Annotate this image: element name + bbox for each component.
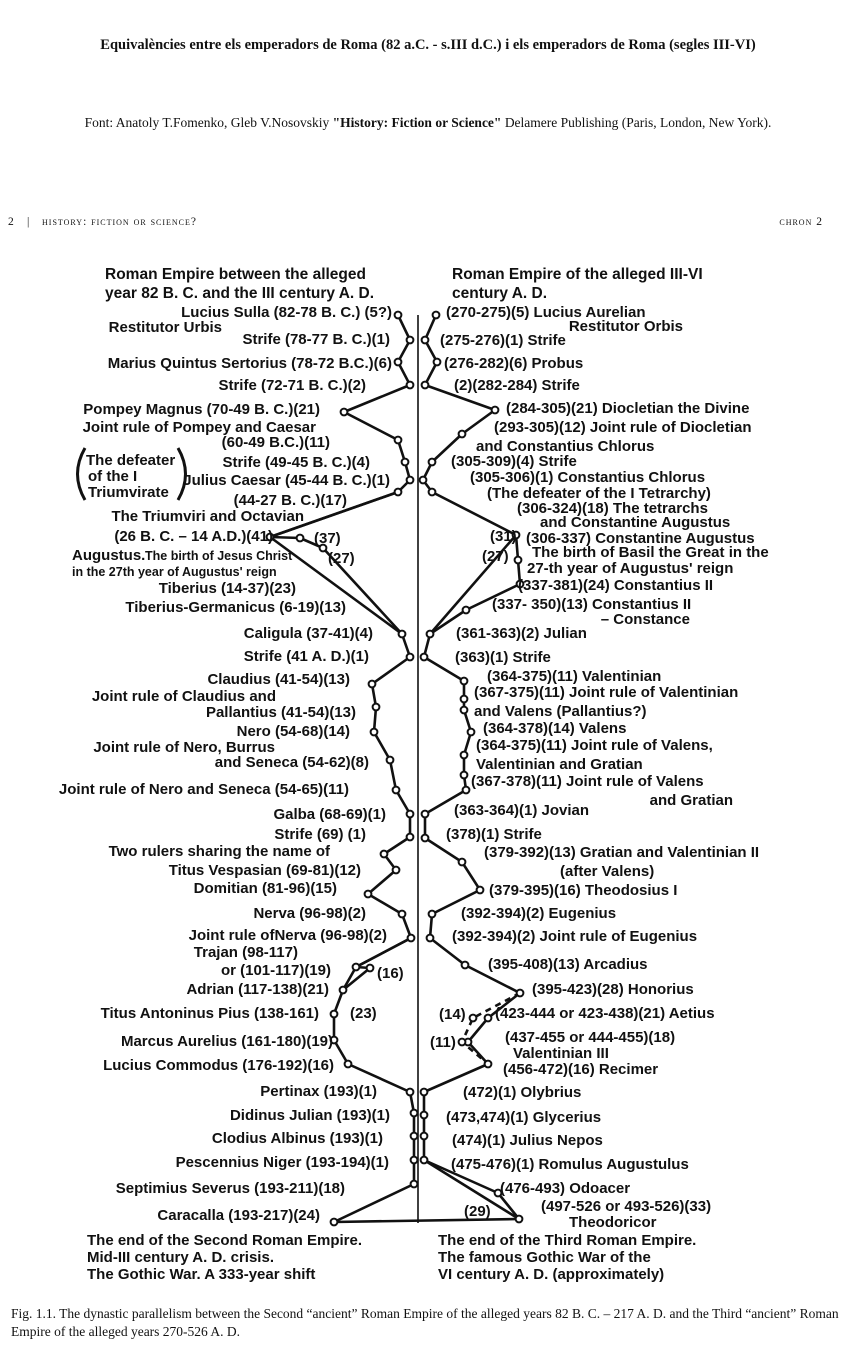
- left-chain-line-node: [411, 1110, 418, 1117]
- right-chain-line-node: [492, 407, 499, 414]
- right-emperor-label: (379-395)(16) Theodosius I: [489, 882, 678, 899]
- source-suffix: Delamere Publishing (Paris, London, New York).: [501, 115, 772, 130]
- right-chain-line-node: [468, 729, 475, 736]
- right-emperor-label: and Gratian: [649, 792, 733, 809]
- left-emperor-label: Strife (41 A. D.)(1): [243, 648, 369, 665]
- right-chain-line-node: [516, 1216, 523, 1223]
- left-footer-line: Mid-III century A. D. crisis.: [87, 1249, 274, 1266]
- right-emperor-label: (392-394)(2) Eugenius: [461, 905, 617, 922]
- right-chain-line-node: [515, 557, 522, 564]
- left-emperor-label: Domitian (81-96)(15): [193, 880, 337, 897]
- left-footer-line: The Gothic War. A 333-year shift: [87, 1266, 316, 1283]
- left-heading: Roman Empire between the alleged: [105, 266, 366, 283]
- right-chain-line-node: [434, 359, 441, 366]
- left-emperor-label: Tiberius-Germanicus (6-19)(13): [125, 599, 346, 616]
- left-chain-line-node: [365, 891, 372, 898]
- left-emperor-label: (60-49 B.C.)(11): [221, 434, 330, 451]
- left-emperor-label: Pompey Magnus (70-49 B. C.)(21): [83, 401, 320, 418]
- bracket-label: of the I: [88, 468, 138, 485]
- right-emperor-label: (after Valens): [560, 863, 655, 880]
- right-chain-line-node: [421, 654, 428, 661]
- left-emperor-label: Titus Antoninus Pius (138-161): [100, 1005, 319, 1022]
- left-emperor-label: (37): [314, 530, 341, 547]
- left-emperor-label: in the 27th year of Augustus' reign: [72, 565, 277, 579]
- left-chain-line-node: [371, 729, 378, 736]
- left-emperor-label: Nero (54-68)(14): [236, 723, 350, 740]
- right-chain-line-node: [461, 696, 468, 703]
- left-emperor-label: Septimius Severus (193-211)(18): [115, 1180, 345, 1197]
- left-heading: year 82 B. C. and the III century A. D.: [105, 285, 375, 302]
- right-footer-line: The famous Gothic War of the: [438, 1249, 651, 1266]
- left-chain-line-node: [395, 359, 402, 366]
- left-chain-line-node: [353, 964, 360, 971]
- right-heading: Roman Empire of the alleged III-VI: [452, 266, 703, 283]
- right-emperor-label: – Constance: [600, 611, 690, 628]
- right-emperor-label: Theodoricor: [569, 1214, 657, 1231]
- right-chain-line-node: [427, 935, 434, 942]
- right-chain-line-node: [422, 337, 429, 344]
- left-chain-line-node: [331, 1219, 338, 1226]
- left-chain-line-node: [381, 851, 388, 858]
- source-line: [0, 115, 856, 131]
- right-chain-line-node: [422, 835, 429, 842]
- right-emperor-label: (476-493) Odoacer: [500, 1180, 631, 1197]
- right-chain-line-node: [422, 811, 429, 818]
- right-emperor-label: (29): [464, 1203, 491, 1220]
- right-emperor-label: Valentinian III: [513, 1045, 609, 1062]
- source-book-title: "History: Fiction or Science": [332, 115, 502, 130]
- left-chain-line-node: [393, 787, 400, 794]
- left-chain-line-node: [345, 1061, 352, 1068]
- right-emperor-label: (395-423)(28) Honorius: [532, 981, 694, 998]
- right-emperor-label: (456-472)(16) Recimer: [503, 1061, 659, 1078]
- right-emperor-label: (31): [490, 528, 517, 545]
- right-emperor-label: (27): [482, 548, 509, 565]
- right-chain-line-node: [459, 859, 466, 866]
- right-emperor-label: 27-th year of Augustus' reign: [527, 560, 734, 577]
- right-emperor-label: (305-309)(4) Strife: [451, 453, 577, 470]
- right-chain-line-node: [463, 607, 470, 614]
- right-emperor-label: and Valens (Pallantius?): [474, 703, 647, 720]
- left-chain-line-node: [369, 681, 376, 688]
- right-chain-line-node: [477, 887, 484, 894]
- left-chain-line-node: [395, 312, 402, 319]
- left-emperor-label: Lucius Commodus (176-192)(16): [103, 1057, 334, 1074]
- left-chain-line-node: [399, 911, 406, 918]
- left-emperor-label: Joint rule of Nero, Burrus: [93, 739, 275, 756]
- source-prefix: Font: Anatoly T.Fomenko, Gleb V.Nosovskiy: [84, 115, 333, 130]
- right-emperor-label: (305-306)(1) Constantius Chlorus: [470, 469, 706, 486]
- page-number: 2: [8, 216, 14, 228]
- right-emperor-label: (367-375)(11) Joint rule of Valentinian: [474, 684, 739, 701]
- right-emperor-label: (11): [430, 1034, 456, 1051]
- left-emperor-label: Joint rule of Nero and Seneca (54-65)(11): [58, 781, 349, 798]
- right-chain-line-node: [429, 459, 436, 466]
- left-chain-line-node: [367, 965, 374, 972]
- right-emperor-label: (270-275)(5) Lucius Aurelian: [446, 304, 646, 321]
- chapter-label: chron 2: [779, 216, 823, 228]
- left-emperor-label: Strife (69) (1): [274, 826, 366, 843]
- right-emperor-label: (284-305)(21) Diocletian the Divine: [506, 400, 750, 417]
- left-emperor-label: Joint rule of Claudius and: [91, 688, 276, 705]
- left-chain-line-node: [407, 811, 414, 818]
- left-emperor-label: Julius Caesar (45-44 B. C.)(1): [183, 472, 390, 489]
- right-emperor-label: The birth of Basil the Great in the: [532, 544, 769, 561]
- right-emperor-label: (363)(1) Strife: [455, 649, 551, 666]
- left-chain-line-node: [411, 1133, 418, 1140]
- right-chain-line-node: [421, 1133, 428, 1140]
- right-emperor-label: (472)(1) Olybrius: [463, 1084, 582, 1101]
- left-chain-line-node: [297, 535, 304, 542]
- left-emperor-label: Caracalla (193-217)(24): [157, 1207, 320, 1224]
- right-emperor-label: (473,474)(1) Glycerius: [446, 1109, 602, 1126]
- left-chain-line-node: [407, 834, 414, 841]
- right-emperor-label: (364-375)(11) Valentinian: [487, 668, 662, 685]
- left-chain-line-node: [411, 1181, 418, 1188]
- left-emperor-label: Pescennius Niger (193-194)(1): [175, 1154, 389, 1171]
- left-emperor-label: Two rulers sharing the name of: [108, 843, 330, 860]
- right-chain-line-node: [461, 772, 468, 779]
- left-chain-line-node: [395, 489, 402, 496]
- right-heading: century A. D.: [452, 285, 548, 302]
- figure-caption: Fig. 1.1. The dynastic parallelism between the Second “ancient” Roman Empire of the alleged years 82 B. C. – 217 A. D. and the Third “ancient” Roman Empire of the alleged years 270-526 A. D.: [11, 1306, 839, 1339]
- left-emperor-label: Galba (68-69)(1): [273, 806, 386, 823]
- right-chain-line-node: [421, 1112, 428, 1119]
- right-emperor-label: (293-305)(12) Joint rule of Diocletian: [494, 419, 752, 436]
- document-title: Equivalències entre els emperadors de Roma (82 a.C. - s.III d.C.) i els emperadors de Roma (segles III-VI): [100, 37, 756, 53]
- left-chain-line-node: [340, 987, 347, 994]
- right-emperor-label: (497-526 or 493-526)(33): [541, 1198, 712, 1215]
- right-emperor-label: (392-394)(2) Joint rule of Eugenius: [452, 928, 698, 945]
- right-emperor-label: (474)(1) Julius Nepos: [452, 1132, 603, 1149]
- left-chain-line-node: [399, 631, 406, 638]
- right-emperor-label: Restitutor Orbis: [568, 318, 683, 335]
- right-chain-line-node: [463, 787, 470, 794]
- right-emperor-label: and Constantius Chlorus: [476, 438, 655, 455]
- left-emperor-label: Pertinax (193)(1): [260, 1083, 377, 1100]
- right-emperor-label: (337- 350)(13) Constantius II: [492, 596, 692, 613]
- left-emperor-label: Pallantius (41-54)(13): [205, 704, 356, 721]
- left-emperor-label: Strife (49-45 B. C.)(4): [222, 454, 370, 471]
- left-emperor-label: Marius Quintus Sertorius (78-72 B.C.)(6): [107, 355, 392, 372]
- left-chain-line-node: [331, 1011, 338, 1018]
- left-chain-line-node: [341, 409, 348, 416]
- right-emperor-label: (337-381)(24) Constantius II: [518, 577, 714, 594]
- right-chain-line-node: [485, 1061, 492, 1068]
- right-emperor-label: (364-378)(14) Valens: [483, 720, 627, 737]
- right-emperor-label: (364-375)(11) Joint rule of Valens,: [476, 737, 713, 754]
- right-emperor-label: Valentinian and Gratian: [476, 756, 643, 773]
- left-chain-line-node: [407, 382, 414, 389]
- right-emperor-label: (363-364)(1) Jovian: [454, 802, 590, 819]
- left-chain-line-node: [387, 757, 394, 764]
- left-emperor-label: Marcus Aurelius (161-180)(19): [120, 1033, 333, 1050]
- left-emperor-label: Caligula (37-41)(4): [243, 625, 373, 642]
- bracket-label: Triumvirate: [88, 484, 169, 501]
- right-chain-line-node: [427, 631, 434, 638]
- right-emperor-label: (14): [439, 1006, 466, 1023]
- left-emperor-label: Trajan (98-117): [193, 944, 298, 961]
- left-emperor-label: The birth of Jesus Christ: [145, 549, 293, 563]
- right-emperor-label: (423-444 or 423-438)(21) Aetius: [495, 1005, 715, 1022]
- left-paren: [78, 448, 86, 500]
- right-chain-line-node: [485, 1015, 492, 1022]
- right-emperor-label: (437-455 or 444-455)(18): [505, 1029, 676, 1046]
- left-emperor-label: Restitutor Urbis: [108, 319, 222, 336]
- right-footer-line: The end of the Third Roman Empire.: [438, 1232, 697, 1249]
- left-chain-line-node: [411, 1157, 418, 1164]
- left-emperor-label: Didinus Julian (193)(1): [229, 1107, 390, 1124]
- right-chain-line-node: [421, 1157, 428, 1164]
- right-dashed-node: [459, 1039, 466, 1046]
- right-emperor-label: (275-276)(1) Strife: [440, 332, 566, 349]
- left-chain-line-node: [402, 459, 409, 466]
- left-chain-line-node: [407, 337, 414, 344]
- right-chain-line-node: [429, 911, 436, 918]
- left-chain-line-node: [393, 867, 400, 874]
- left-emperor-label: or (101-117)(19): [220, 962, 331, 979]
- header-separator: |: [27, 216, 31, 228]
- left-emperor-label: Lucius Sulla (82-78 B. C.) (5?): [181, 304, 392, 321]
- dynastic-parallelism-diagram: [0, 255, 856, 1295]
- right-chain-line-node: [433, 312, 440, 319]
- left-emperor-label: Nerva (96-98)(2): [253, 905, 366, 922]
- left-chain-line-node: [395, 437, 402, 444]
- left-emperor-label: and Seneca (54-62)(8): [214, 754, 369, 771]
- left-chain-line-node: [407, 654, 414, 661]
- right-chain-line-node: [422, 382, 429, 389]
- left-emperor-label: (27): [328, 550, 355, 567]
- left-chain-line-node: [408, 935, 415, 942]
- right-emperor-label: (306-337) Constantine Augustus: [526, 530, 755, 547]
- right-emperor-label: (276-282)(6) Probus: [444, 355, 584, 372]
- right-chain-line-node: [462, 962, 469, 969]
- right-emperor-label: (378)(1) Strife: [446, 826, 542, 843]
- right-chain-line-node: [461, 678, 468, 685]
- right-chain-line-node: [420, 477, 427, 484]
- left-emperor-label: Tiberius (14-37)(23): [158, 580, 296, 597]
- end-connector: [334, 1219, 519, 1222]
- right-chain-line-node: [459, 431, 466, 438]
- left-emperor-label: (16): [377, 965, 404, 982]
- left-emperor-label: Joint rule of Pompey and Caesar: [82, 419, 316, 436]
- left-emperor-label: Strife (72-71 B. C.)(2): [218, 377, 366, 394]
- right-chain-line-node: [461, 752, 468, 759]
- left-emperor-label: Augustus.: [72, 547, 146, 564]
- left-emperor-label: (23): [350, 1005, 377, 1022]
- right-emperor-label: (306-324)(18) The tetrarchs: [517, 500, 708, 517]
- left-emperor-label: Adrian (117-138)(21): [186, 981, 329, 998]
- running-title: history: fiction or science?: [42, 216, 198, 228]
- right-footer-line: VI century A. D. (approximately): [438, 1266, 665, 1283]
- left-emperor-label: Joint rule ofNerva (96-98)(2): [188, 927, 387, 944]
- right-emperor-label: (2)(282-284) Strife: [454, 377, 580, 394]
- right-chain-line-node: [517, 990, 524, 997]
- left-dashed-node: [470, 1015, 477, 1022]
- left-chain-line-node: [407, 477, 414, 484]
- right-emperor-label: (475-476)(1) Romulus Augustulus: [451, 1156, 689, 1173]
- right-emperor-label: (379-392)(13) Gratian and Valentinian II: [484, 844, 760, 861]
- left-emperor-label: (26 B. C. – 14 A.D.)(41): [114, 528, 273, 545]
- right-chain-line-node: [461, 707, 468, 714]
- right-emperor-label: (The defeater of the I Tetrarchy): [487, 485, 711, 502]
- book-page-header: [0, 216, 856, 234]
- right-emperor-label: and Constantine Augustus: [540, 514, 731, 531]
- left-footer-line: The end of the Second Roman Empire.: [87, 1232, 363, 1249]
- left-emperor-label: Titus Vespasian (69-81)(12): [168, 862, 361, 879]
- left-emperor-label: The Triumviri and Octavian: [111, 508, 304, 525]
- right-emperor-label: (367-378)(11) Joint rule of Valens: [471, 773, 704, 790]
- right-chain-line-node: [429, 489, 436, 496]
- left-emperor-label: (44-27 B. C.)(17): [233, 492, 347, 509]
- right-emperor-label: (395-408)(13) Arcadius: [488, 956, 648, 973]
- right-chain-line-node: [421, 1089, 428, 1096]
- bracket-label: The defeater: [86, 452, 176, 469]
- left-chain-line-node: [407, 1089, 414, 1096]
- left-emperor-label: Clodius Albinus (193)(1): [211, 1130, 383, 1147]
- left-emperor-label: Strife (78-77 B. C.)(1): [242, 331, 390, 348]
- right-emperor-label: (361-363)(2) Julian: [456, 625, 587, 642]
- left-chain-line-node: [373, 704, 380, 711]
- left-emperor-label: Claudius (41-54)(13): [207, 671, 350, 688]
